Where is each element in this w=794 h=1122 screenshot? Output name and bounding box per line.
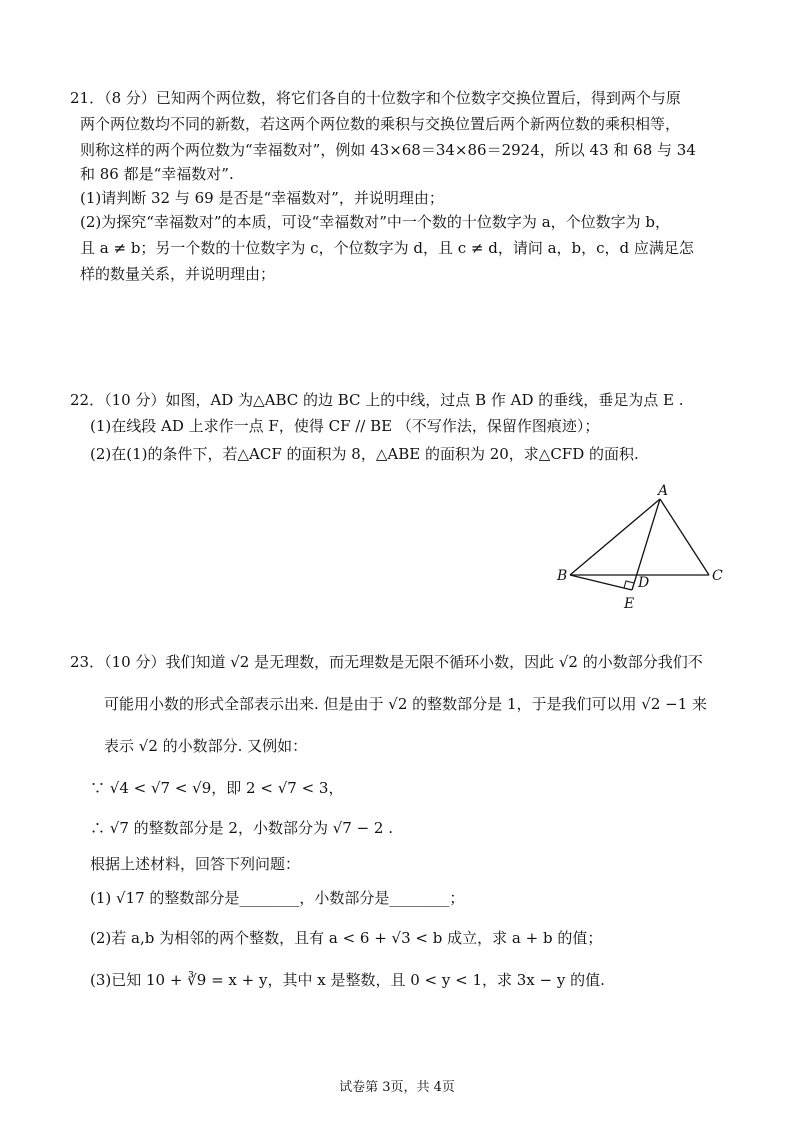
label-d: D — [638, 575, 650, 591]
q23-line-9: (3)已知 10 + ∛9 = x + y，其中 x 是整数，且 0 < y < 1，求 3x − y 的值. — [90, 971, 605, 989]
q23-line-5: ∴ √7 的整数部分是 2，小数部分为 √7 − 2 . — [90, 819, 394, 837]
q21-line-1: 21．（8 分）已知两个两位数，将它们各自的十位数字和个位数字交换位置后，得到两个与原 — [70, 89, 681, 107]
q23-line-1: 23．（10 分）我们知道 √2 是无理数，而无理数是无限不循环小数，因此 √2 的小数部分我们不 — [70, 653, 703, 671]
q21-line-3: 则称这样的两个两位数为“幸福数对”，例如 43×68＝34×86＝2924，所以 43 和 68 与 34 — [80, 141, 696, 159]
segment-ab — [570, 499, 660, 575]
page-footer: 试卷第 3页，共 4页 — [339, 1080, 455, 1095]
triangle-diagram — [548, 478, 738, 618]
q21-line-6: (2)为探究“幸福数对”的本质，可设“幸福数对”中一个数的十位数字为 a，个位数字为 b， — [80, 213, 671, 231]
q22-line-2: (1)在线段 AD 上求作一点 F，使得 CF // BE （不写作法，保留作图痕迹）； — [90, 417, 600, 435]
q23-line-6: 根据上述材料，回答下列问题： — [90, 855, 301, 873]
q21-line-8: 样的数量关系，并说明理由； — [80, 265, 276, 283]
label-e: E — [624, 596, 635, 612]
label-c: C — [712, 568, 723, 584]
triangle-figure — [548, 478, 738, 622]
q23-line-3: 表示 √2 的小数部分. 又例如： — [104, 737, 308, 755]
q21-line-2: 两个两位数均不同的新数，若这两个两位数的乘积与交换位置后两个新两位数的乘积相等， — [80, 115, 681, 133]
q21-line-7: 且 a ≠ b；另一个数的十位数字为 c，个位数字为 d，且 c ≠ d，请问 a，b，c，d 应满足怎 — [80, 239, 694, 257]
q23-line-2: 可能用小数的形式全部表示出来. 但是由于 √2 的整数部分是 1，于是我们可以用 √2 −1 来 — [104, 695, 708, 713]
q21-line-4: 和 86 都是“幸福数对”. — [80, 165, 234, 183]
label-b: B — [557, 568, 568, 584]
label-a: A — [658, 483, 669, 499]
q23-line-8: (2)若 a,b 为相邻的两个整数，且有 a < 6 + √3 < b 成立，求 a + b 的值； — [90, 929, 603, 947]
q21-line-5: (1)请判断 32 与 69 是否是“幸福数对”，并说明理由； — [80, 189, 444, 207]
q22-line-3: (2)在(1)的条件下，若△ACF 的面积为 8，△ABE 的面积为 20，求△CFD 的面积. — [90, 445, 639, 463]
q23-line-4: ∵ √4 < √7 < √9，即 2 < √7 < 3， — [90, 779, 344, 797]
segment-ac — [660, 499, 709, 575]
q23-line-7: (1) √17 的整数部分是________，小数部分是________； — [90, 889, 465, 907]
segment-be — [570, 575, 632, 590]
q22-line-1: 22．（10 分）如图，AD 为△ABC 的边 BC 上的中线，过点 B 作 AD 的垂线，垂足为点 E . — [70, 391, 684, 409]
